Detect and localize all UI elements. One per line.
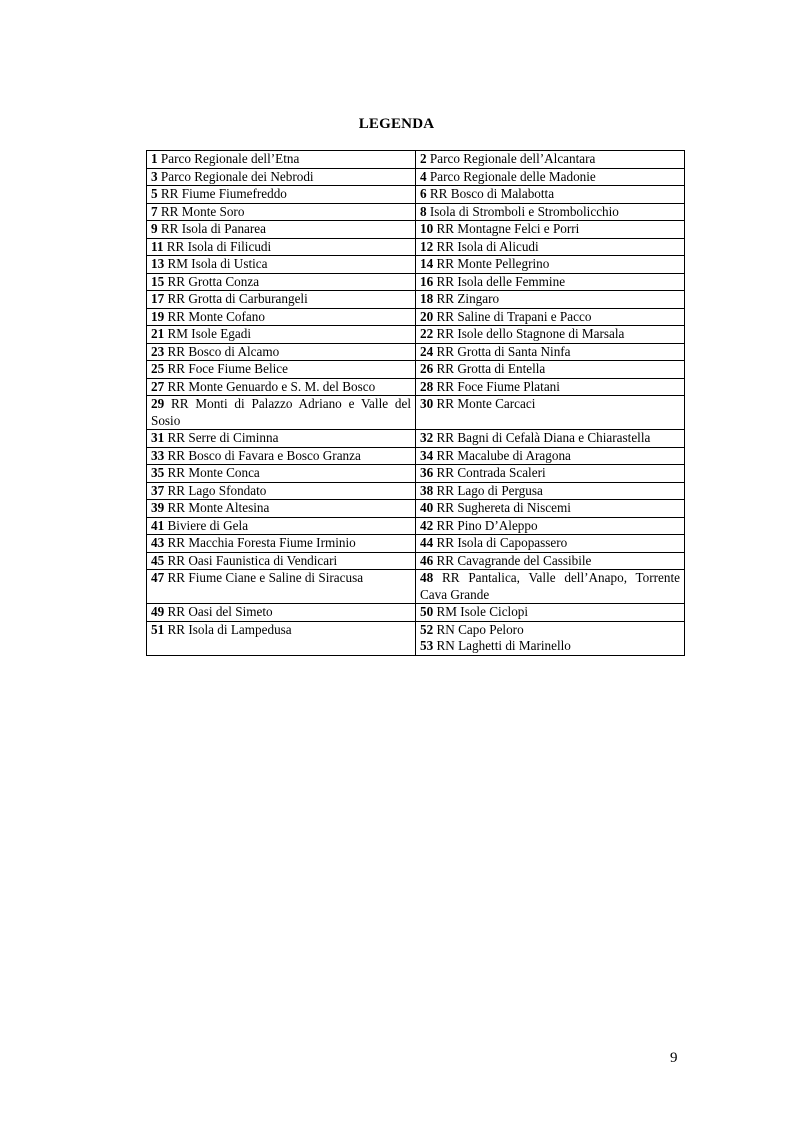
legend-cell bbox=[416, 221, 685, 239]
entry-label: RR Monte Altesina bbox=[164, 500, 270, 515]
legend-cell bbox=[416, 203, 685, 221]
legend-cell bbox=[416, 396, 685, 430]
entry-label: RR Isola delle Femmine bbox=[433, 273, 566, 289]
legend-cell bbox=[416, 517, 685, 535]
entry-label: RR Sughereta di Niscemi bbox=[433, 500, 571, 515]
legend-cell bbox=[416, 151, 685, 169]
entry-label: RR Pantalica, Valle dell’Anapo, Torrente Cava Grande bbox=[420, 570, 680, 602]
entry-number: 51 bbox=[151, 621, 165, 637]
legend-cell bbox=[147, 482, 416, 500]
entry-label: RR Isola di Alicudi bbox=[433, 238, 539, 254]
table-row bbox=[147, 621, 685, 655]
entry-label: RM Isole Egadi bbox=[164, 326, 251, 341]
legend-cell bbox=[147, 221, 416, 239]
entry-number: 31 bbox=[151, 430, 165, 445]
entry-number: 1 bbox=[151, 151, 158, 166]
entry-label: RR Isola di Filicudi bbox=[163, 238, 272, 254]
entry-label: RR Oasi del Simeto bbox=[164, 604, 273, 619]
legend-cell bbox=[416, 552, 685, 570]
entry-number: 20 bbox=[420, 308, 434, 324]
table-row bbox=[147, 604, 685, 622]
entry-label: RR Cavagrande del Cassibile bbox=[433, 552, 592, 568]
entry-number: 3 bbox=[151, 168, 158, 184]
entry-label: RR Lago Sfondato bbox=[164, 482, 267, 498]
entry-label: RR Serre di Ciminna bbox=[164, 430, 279, 445]
table-row bbox=[147, 326, 685, 344]
table-row bbox=[147, 238, 685, 256]
legend-cell bbox=[147, 308, 416, 326]
table-row bbox=[147, 570, 685, 604]
entry-number: 10 bbox=[420, 221, 434, 236]
legend-cell bbox=[147, 621, 416, 655]
entry-label: Isola di Stromboli e Strombolicchio bbox=[426, 203, 619, 219]
entry-label: RR Isole dello Stagnone di Marsala bbox=[433, 326, 625, 341]
entry-number: 22 bbox=[420, 326, 434, 341]
entry-number: 47 bbox=[151, 570, 165, 585]
table-row bbox=[147, 482, 685, 500]
entry-label: RR Bosco di Favara e Bosco Granza bbox=[164, 447, 361, 463]
entry-label: RN Laghetti di Marinello bbox=[433, 638, 571, 653]
entry-number: 30 bbox=[420, 396, 434, 411]
legend-cell bbox=[147, 570, 416, 604]
entry-number: 8 bbox=[420, 203, 427, 219]
legend-cell bbox=[416, 308, 685, 326]
entry-label: RN Capo Peloro bbox=[433, 621, 524, 637]
legend-cell bbox=[147, 552, 416, 570]
legend-cell bbox=[416, 361, 685, 379]
entry-label: RR Pino D’Aleppo bbox=[433, 517, 538, 533]
legend-cell bbox=[147, 343, 416, 361]
entry-number: 27 bbox=[151, 378, 165, 394]
legend-cell bbox=[147, 186, 416, 204]
legend-cell bbox=[147, 535, 416, 553]
legend-cell bbox=[147, 256, 416, 274]
entry-number: 6 bbox=[420, 186, 427, 201]
entry-number: 28 bbox=[420, 378, 434, 394]
table-row bbox=[147, 500, 685, 518]
entry-number: 35 bbox=[151, 465, 165, 480]
table-row bbox=[147, 256, 685, 274]
entry-label: RR Monte Cofano bbox=[164, 308, 265, 324]
entry-number: 15 bbox=[151, 273, 165, 289]
entry-number: 36 bbox=[420, 465, 434, 480]
entry-label: RR Macalube di Aragona bbox=[433, 447, 571, 463]
entry-label: RR Monte Soro bbox=[157, 203, 245, 219]
entry-number: 39 bbox=[151, 500, 165, 515]
legend-cell bbox=[147, 396, 416, 430]
entry-number: 17 bbox=[151, 291, 165, 306]
entry-label: RR Monte Genuardo e S. M. del Bosco bbox=[164, 378, 376, 394]
entry-label: RR Bosco di Alcamo bbox=[164, 343, 280, 359]
page-number: 9 bbox=[670, 1050, 678, 1066]
legend-cell bbox=[416, 186, 685, 204]
table-row bbox=[147, 396, 685, 430]
table-row bbox=[147, 535, 685, 553]
legend-cell bbox=[147, 291, 416, 309]
entry-label: RR Zingaro bbox=[433, 291, 500, 306]
legend-cell bbox=[416, 621, 685, 655]
entry-label: RR Monte Carcaci bbox=[433, 396, 536, 411]
entry-number: 41 bbox=[151, 517, 165, 533]
legend-cell bbox=[147, 203, 416, 221]
table-row bbox=[147, 203, 685, 221]
entry-label: Parco Regionale delle Madonie bbox=[426, 168, 596, 184]
entry-number: 4 bbox=[420, 168, 427, 184]
entry-label: RR Oasi Faunistica di Vendicari bbox=[164, 552, 338, 568]
legend-cell bbox=[416, 482, 685, 500]
entry-label: RR Grotta di Santa Ninfa bbox=[433, 343, 571, 359]
entry-number: 38 bbox=[420, 482, 434, 498]
table-row bbox=[147, 273, 685, 291]
entry-number: 32 bbox=[420, 430, 434, 445]
entry-label: RR Foce Fiume Platani bbox=[433, 378, 560, 394]
entry-label: RR Fiume Ciane e Saline di Siracusa bbox=[164, 570, 364, 585]
legend-cell bbox=[416, 273, 685, 291]
entry-label: RR Monte Pellegrino bbox=[433, 256, 550, 271]
legend-title: LEGENDA bbox=[358, 116, 435, 132]
table-row bbox=[147, 308, 685, 326]
entry-label: RR Bosco di Malabotta bbox=[426, 186, 555, 201]
table-row bbox=[147, 465, 685, 483]
legend-cell bbox=[416, 447, 685, 465]
entry-number: 49 bbox=[151, 604, 165, 619]
table-row bbox=[147, 430, 685, 448]
entry-label: RR Grotta Conza bbox=[164, 273, 260, 289]
entry-number: 50 bbox=[420, 604, 434, 619]
entry-label: Parco Regionale dei Nebrodi bbox=[157, 168, 314, 184]
entry-label: RR Isola di Capopassero bbox=[433, 535, 568, 550]
entry-label: RR Bagni di Cefalà Diana e Chiarastella bbox=[433, 430, 651, 445]
entry-label: RR Monti di Palazzo Adriano e Valle del Sosio bbox=[151, 396, 411, 428]
entry-number: 14 bbox=[420, 256, 434, 271]
entry-number: 21 bbox=[151, 326, 165, 341]
entry-label: RR Contrada Scaleri bbox=[433, 465, 546, 480]
entry-label: RR Isola di Lampedusa bbox=[164, 621, 292, 637]
entry-label: Parco Regionale dell’Alcantara bbox=[426, 151, 596, 166]
legend-cell bbox=[416, 326, 685, 344]
entry-number: 19 bbox=[151, 308, 165, 324]
legend-cell bbox=[416, 238, 685, 256]
table-row bbox=[147, 151, 685, 169]
entry-number: 18 bbox=[420, 291, 434, 306]
entry-number: 40 bbox=[420, 500, 434, 515]
entry-label: Biviere di Gela bbox=[164, 517, 249, 533]
legend-cell bbox=[147, 361, 416, 379]
entry-number: 26 bbox=[420, 361, 434, 376]
legend-table bbox=[146, 150, 685, 656]
entry-label: RR Lago di Pergusa bbox=[433, 482, 543, 498]
table-row bbox=[147, 186, 685, 204]
table-row bbox=[147, 343, 685, 361]
table-row bbox=[147, 168, 685, 186]
entry-label: RR Saline di Trapani e Pacco bbox=[433, 308, 592, 324]
entry-label: RR Fiume Fiumefreddo bbox=[157, 186, 287, 201]
entry-number: 2 bbox=[420, 151, 427, 166]
legend-cell bbox=[147, 238, 416, 256]
table-row bbox=[147, 291, 685, 309]
legend-cell bbox=[416, 256, 685, 274]
legend-cell bbox=[147, 151, 416, 169]
entry-label: RR Isola di Panarea bbox=[157, 221, 266, 236]
entry-label: Parco Regionale dell’Etna bbox=[157, 151, 300, 166]
table-row bbox=[147, 378, 685, 396]
entry-number: 46 bbox=[420, 552, 434, 568]
legend-cell bbox=[147, 326, 416, 344]
table-row bbox=[147, 552, 685, 570]
legend-cell bbox=[147, 273, 416, 291]
entry-number: 16 bbox=[420, 273, 434, 289]
legend-cell bbox=[147, 168, 416, 186]
legend-cell bbox=[416, 535, 685, 553]
legend-cell bbox=[416, 343, 685, 361]
entry-label: RR Montagne Felci e Porri bbox=[433, 221, 580, 236]
entry-number: 5 bbox=[151, 186, 158, 201]
table-row bbox=[147, 221, 685, 239]
legend-cell bbox=[147, 430, 416, 448]
entry-number: 53 bbox=[420, 638, 434, 653]
legend-cell bbox=[147, 517, 416, 535]
entry-number: 24 bbox=[420, 343, 434, 359]
entry-number: 29 bbox=[151, 396, 165, 411]
entry-number: 43 bbox=[151, 535, 165, 550]
legend-cell bbox=[416, 604, 685, 622]
table-row bbox=[147, 517, 685, 535]
entry-number: 9 bbox=[151, 221, 158, 236]
entry-number: 44 bbox=[420, 535, 434, 550]
entry-number: 52 bbox=[420, 621, 434, 637]
entry-number: 13 bbox=[151, 256, 165, 271]
legend-cell bbox=[416, 168, 685, 186]
entry-label: RR Monte Conca bbox=[164, 465, 260, 480]
entry-label: RM Isola di Ustica bbox=[164, 256, 268, 271]
legend-cell bbox=[147, 447, 416, 465]
legend-cell bbox=[147, 465, 416, 483]
entry-label: RR Grotta di Carburangeli bbox=[164, 291, 308, 306]
legend-cell bbox=[416, 500, 685, 518]
legend-cell bbox=[147, 500, 416, 518]
table-row bbox=[147, 447, 685, 465]
entry-label: RM Isole Ciclopi bbox=[433, 604, 529, 619]
entry-number: 23 bbox=[151, 343, 165, 359]
entry-number: 34 bbox=[420, 447, 434, 463]
entry-number: 7 bbox=[151, 203, 158, 219]
legend-cell bbox=[416, 570, 685, 604]
entry-number: 12 bbox=[420, 238, 434, 254]
legend-cell bbox=[416, 291, 685, 309]
entry-number: 37 bbox=[151, 482, 165, 498]
entry-number: 45 bbox=[151, 552, 165, 568]
entry-number: 48 bbox=[420, 570, 434, 585]
legend-cell bbox=[147, 378, 416, 396]
legend-cell bbox=[147, 604, 416, 622]
entry-number: 33 bbox=[151, 447, 165, 463]
entry-label: RR Grotta di Entella bbox=[433, 361, 546, 376]
entry-number: 25 bbox=[151, 361, 165, 376]
table-row bbox=[147, 361, 685, 379]
entry-label: RR Foce Fiume Belice bbox=[164, 361, 288, 376]
entry-number: 11 bbox=[151, 238, 164, 254]
entry-label: RR Macchia Foresta Fiume Irminio bbox=[164, 535, 356, 550]
entry-number: 42 bbox=[420, 517, 434, 533]
legend-cell bbox=[416, 378, 685, 396]
legend-cell bbox=[416, 465, 685, 483]
legend-cell bbox=[416, 430, 685, 448]
